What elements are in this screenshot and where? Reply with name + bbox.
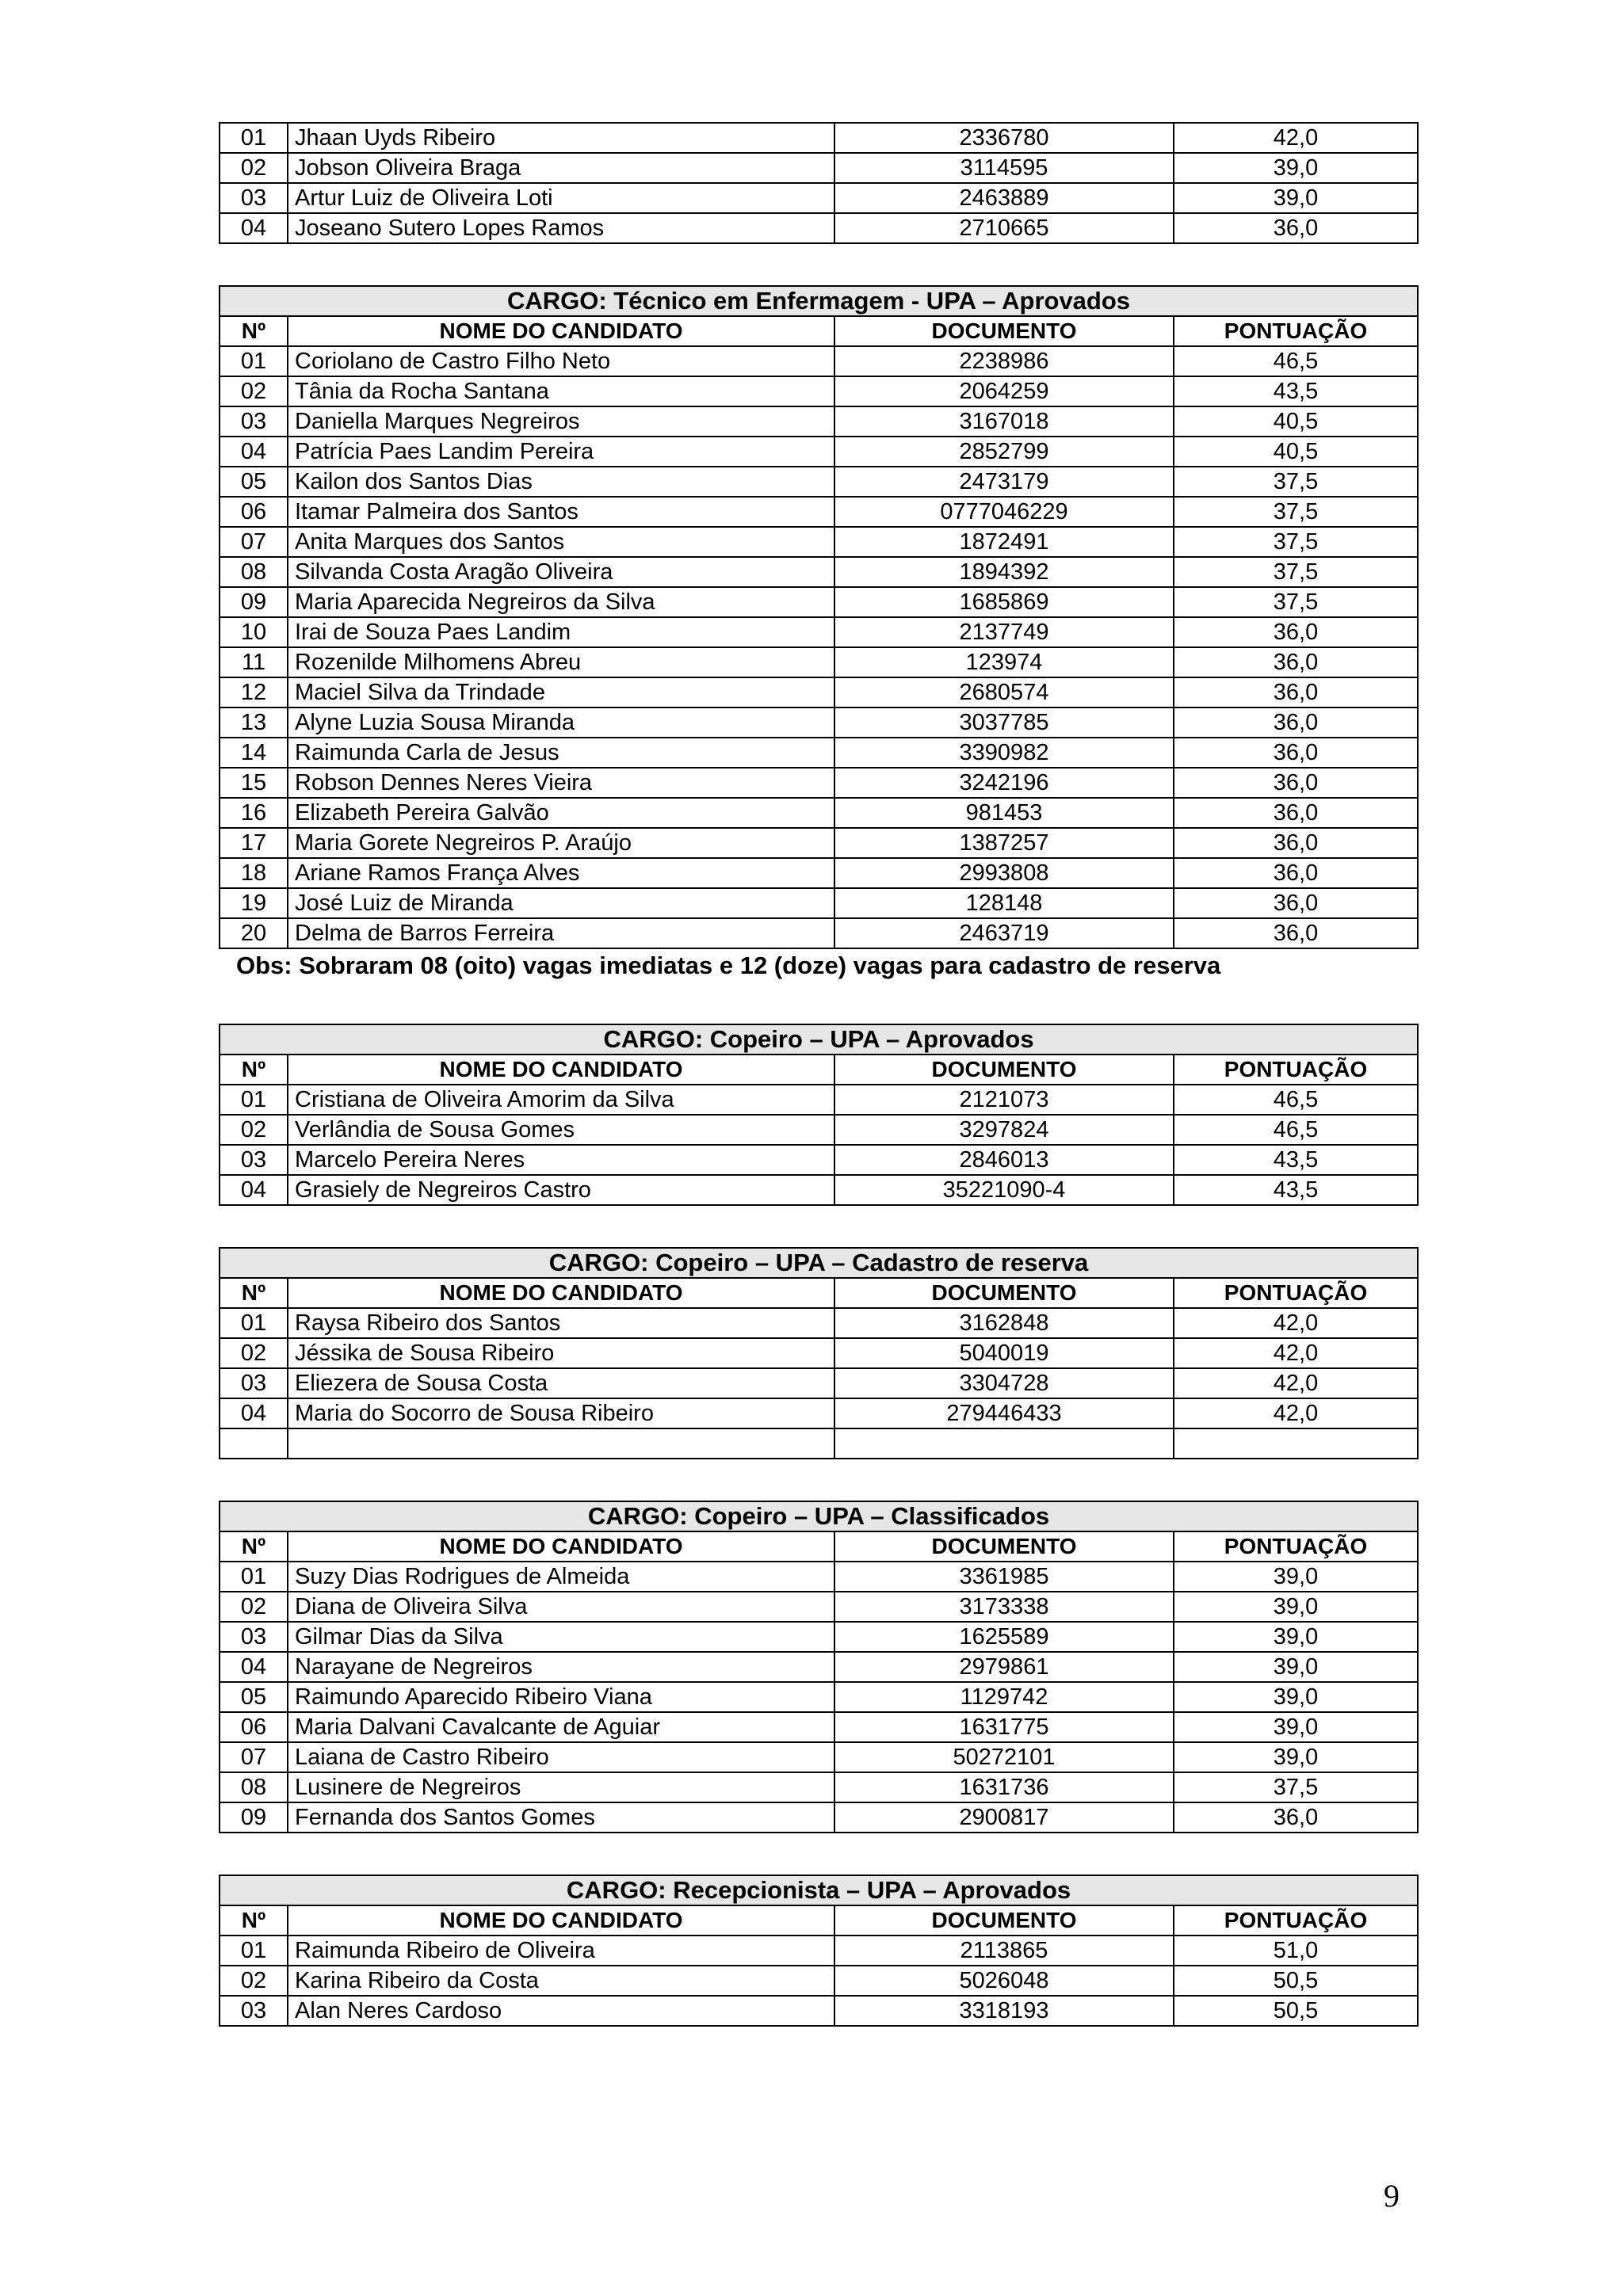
- table-row: [220, 677, 1418, 707]
- table-row: [220, 1742, 1418, 1772]
- col-header-num: Nº: [220, 1905, 288, 1936]
- col-header-pts: PONTUAÇÃO: [1174, 1055, 1418, 1085]
- table-row: [220, 888, 1418, 918]
- table-row: [220, 376, 1418, 406]
- table-row: [220, 1368, 1418, 1398]
- cell-number: 03: [220, 1622, 288, 1652]
- cell-candidate-name: Verlândia de Sousa Gomes: [288, 1115, 834, 1145]
- cell-number: 09: [220, 587, 288, 617]
- cell-candidate-name: Marcelo Pereira Neres: [288, 1145, 834, 1175]
- table-row: [220, 213, 1418, 243]
- cell-score: 37,5: [1174, 557, 1418, 587]
- cell-document: 1894392: [834, 557, 1174, 587]
- cell-score: 50,5: [1174, 1996, 1418, 2026]
- document-page: [219, 122, 1417, 2027]
- cell-number: 01: [220, 1308, 288, 1338]
- cell-document: 2473179: [834, 467, 1174, 497]
- cell-candidate-name: Suzy Dias Rodrigues de Almeida: [288, 1562, 834, 1592]
- spacer: [219, 982, 1417, 1024]
- cell-document: 1625589: [834, 1622, 1174, 1652]
- spacer: [219, 1206, 1417, 1247]
- cell-candidate-name: Silvanda Costa Aragão Oliveira: [288, 557, 834, 587]
- cell-number: 06: [220, 497, 288, 527]
- cell-candidate-name: Eliezera de Sousa Costa: [288, 1368, 834, 1398]
- cell-candidate-name: Joseano Sutero Lopes Ramos: [288, 213, 834, 243]
- cell-document: 2336780: [834, 123, 1174, 153]
- table-row: [220, 768, 1418, 798]
- cell-document: 3297824: [834, 1115, 1174, 1145]
- col-header-pts: PONTUAÇÃO: [1174, 1531, 1418, 1562]
- cell-document: 123974: [834, 647, 1174, 677]
- cell-document: 2680574: [834, 677, 1174, 707]
- cell-document: 3173338: [834, 1592, 1174, 1622]
- col-header-doc: DOCUMENTO: [834, 1531, 1174, 1562]
- cell-number: 02: [220, 1115, 288, 1145]
- cell-candidate-name: Itamar Palmeira dos Santos: [288, 497, 834, 527]
- table-row: [220, 828, 1418, 858]
- table-row: [220, 467, 1418, 497]
- cell-document: 981453: [834, 798, 1174, 828]
- table-row: [220, 1802, 1418, 1833]
- table-row: [220, 1622, 1418, 1652]
- cell-candidate-name: Anita Marques dos Santos: [288, 527, 834, 557]
- col-header-pts: PONTUAÇÃO: [1174, 1905, 1418, 1936]
- cell-score: 39,0: [1174, 1562, 1418, 1592]
- cell-candidate-name: Raysa Ribeiro dos Santos: [288, 1308, 834, 1338]
- cell-candidate-name: Alan Neres Cardoso: [288, 1996, 834, 2026]
- cell-number: 07: [220, 1742, 288, 1772]
- cell-candidate-name: Ariane Ramos França Alves: [288, 858, 834, 888]
- table-row: [220, 1996, 1418, 2026]
- cell-candidate-name: Alyne Luzia Sousa Miranda: [288, 707, 834, 738]
- spacer: [219, 244, 1417, 285]
- previous-table-continuation: [219, 122, 1419, 244]
- table-copeiro-aprovados: [219, 1024, 1419, 1206]
- col-header-name: NOME DO CANDIDATO: [288, 316, 834, 346]
- cell-candidate-name: Jobson Oliveira Braga: [288, 153, 834, 183]
- cell-number: 03: [220, 1368, 288, 1398]
- col-header-name: NOME DO CANDIDATO: [288, 1905, 834, 1936]
- col-header-num: Nº: [220, 1278, 288, 1308]
- cell-document: 3361985: [834, 1562, 1174, 1592]
- cell-score: 36,0: [1174, 738, 1418, 768]
- table-row: [220, 1652, 1418, 1682]
- cell-number: 07: [220, 527, 288, 557]
- table-row: [220, 707, 1418, 738]
- cell-document: 2900817: [834, 1802, 1174, 1833]
- observation-note: Obs: Sobraram 08 (oito) vagas imediatas e 12 (doze) vagas para cadastro de reserva: [236, 952, 1221, 979]
- cell-number: 06: [220, 1712, 288, 1742]
- cell-score: 39,0: [1174, 183, 1418, 213]
- cell-candidate-name: Raimunda Carla de Jesus: [288, 738, 834, 768]
- cell-candidate-name: Delma de Barros Ferreira: [288, 918, 834, 948]
- cell-candidate-name: Laiana de Castro Ribeiro: [288, 1742, 834, 1772]
- cell-score: 36,0: [1174, 1802, 1418, 1833]
- cell-candidate-name: Cristiana de Oliveira Amorim da Silva: [288, 1085, 834, 1115]
- cell-number: 19: [220, 888, 288, 918]
- col-header-num: Nº: [220, 1055, 288, 1085]
- cell-number: [220, 1428, 288, 1459]
- table-row: [220, 1428, 1418, 1459]
- table-row: [220, 1338, 1418, 1368]
- cell-candidate-name: Fernanda dos Santos Gomes: [288, 1802, 834, 1833]
- cell-document: 2238986: [834, 346, 1174, 376]
- cell-document: 1631775: [834, 1712, 1174, 1742]
- table-title: CARGO: Copeiro – UPA – Aprovados: [220, 1024, 1418, 1055]
- cell-document: 3167018: [834, 406, 1174, 437]
- cell-document: 1129742: [834, 1682, 1174, 1712]
- cell-candidate-name: Gilmar Dias da Silva: [288, 1622, 834, 1652]
- cell-number: 03: [220, 1145, 288, 1175]
- cell-candidate-name: Jéssika de Sousa Ribeiro: [288, 1338, 834, 1368]
- cell-number: 05: [220, 467, 288, 497]
- cell-number: 01: [220, 123, 288, 153]
- cell-score: 37,5: [1174, 527, 1418, 557]
- cell-candidate-name: José Luiz de Miranda: [288, 888, 834, 918]
- cell-document: 3114595: [834, 153, 1174, 183]
- table-row: [220, 406, 1418, 437]
- cell-score: 36,0: [1174, 918, 1418, 948]
- cell-number: 03: [220, 1996, 288, 2026]
- cell-score: 36,0: [1174, 888, 1418, 918]
- table-title: CARGO: Técnico em Enfermagem - UPA – Aprovados: [220, 286, 1418, 316]
- table-row: [220, 1308, 1418, 1338]
- cell-score: 36,0: [1174, 617, 1418, 647]
- cell-document: 3318193: [834, 1996, 1174, 2026]
- cell-candidate-name: Jhaan Uyds Ribeiro: [288, 123, 834, 153]
- cell-document: 2846013: [834, 1145, 1174, 1175]
- table-row: [220, 1145, 1418, 1175]
- cell-number: 09: [220, 1802, 288, 1833]
- cell-candidate-name: Coriolano de Castro Filho Neto: [288, 346, 834, 376]
- cell-document: 2993808: [834, 858, 1174, 888]
- cell-score: 42,0: [1174, 1338, 1418, 1368]
- cell-candidate-name: Maria do Socorro de Sousa Ribeiro: [288, 1398, 834, 1428]
- cell-candidate-name: Maria Gorete Negreiros P. Araújo: [288, 828, 834, 858]
- cell-number: 15: [220, 768, 288, 798]
- cell-document: 2710665: [834, 213, 1174, 243]
- cell-number: 08: [220, 1772, 288, 1802]
- col-header-doc: DOCUMENTO: [834, 1905, 1174, 1936]
- cell-candidate-name: Raimunda Ribeiro de Oliveira: [288, 1936, 834, 1966]
- cell-document: 2979861: [834, 1652, 1174, 1682]
- table-row: [220, 858, 1418, 888]
- cell-number: 01: [220, 346, 288, 376]
- cell-document: 0777046229: [834, 497, 1174, 527]
- cell-number: 13: [220, 707, 288, 738]
- table-row: [220, 798, 1418, 828]
- cell-document: 2137749: [834, 617, 1174, 647]
- cell-score: 42,0: [1174, 1398, 1418, 1428]
- cell-document: 35221090-4: [834, 1175, 1174, 1205]
- cell-score: 37,5: [1174, 587, 1418, 617]
- cell-score: 39,0: [1174, 1742, 1418, 1772]
- cell-number: 04: [220, 1175, 288, 1205]
- table-row: [220, 1592, 1418, 1622]
- table-row: [220, 1772, 1418, 1802]
- col-header-doc: DOCUMENTO: [834, 316, 1174, 346]
- table-copeiro-cadastro-reserva: [219, 1247, 1419, 1459]
- cell-number: 12: [220, 677, 288, 707]
- cell-score: 42,0: [1174, 123, 1418, 153]
- cell-score: 42,0: [1174, 1308, 1418, 1338]
- cell-candidate-name: Raimundo Aparecido Ribeiro Viana: [288, 1682, 834, 1712]
- table-row: [220, 437, 1418, 467]
- cell-number: 10: [220, 617, 288, 647]
- col-header-doc: DOCUMENTO: [834, 1055, 1174, 1085]
- cell-score: 43,5: [1174, 1145, 1418, 1175]
- page-number: 9: [1384, 2178, 1400, 2214]
- cell-score: 36,0: [1174, 768, 1418, 798]
- cell-candidate-name: Kailon dos Santos Dias: [288, 467, 834, 497]
- cell-document: 2064259: [834, 376, 1174, 406]
- cell-score: 37,5: [1174, 497, 1418, 527]
- cell-candidate-name: Tânia da Rocha Santana: [288, 376, 834, 406]
- table-row: [220, 497, 1418, 527]
- cell-candidate-name: Diana de Oliveira Silva: [288, 1592, 834, 1622]
- cell-candidate-name: Patrícia Paes Landim Pereira: [288, 437, 834, 467]
- cell-score: 36,0: [1174, 647, 1418, 677]
- cell-score: 43,5: [1174, 1175, 1418, 1205]
- cell-number: 05: [220, 1682, 288, 1712]
- cell-score: 36,0: [1174, 213, 1418, 243]
- table-row: [220, 183, 1418, 213]
- cell-number: 02: [220, 1592, 288, 1622]
- cell-candidate-name: Rozenilde Milhomens Abreu: [288, 647, 834, 677]
- cell-document: 50272101: [834, 1742, 1174, 1772]
- cell-candidate-name: Robson Dennes Neres Vieira: [288, 768, 834, 798]
- cell-document: 2463889: [834, 183, 1174, 213]
- table-recepcionista-aprovados: [219, 1875, 1419, 2027]
- table-copeiro-classificados: [219, 1501, 1419, 1833]
- cell-score: 39,0: [1174, 1622, 1418, 1652]
- cell-number: 02: [220, 153, 288, 183]
- cell-number: 02: [220, 376, 288, 406]
- cell-number: 16: [220, 798, 288, 828]
- table-row: [220, 557, 1418, 587]
- table-row: [220, 1682, 1418, 1712]
- cell-candidate-name: Maciel Silva da Trindade: [288, 677, 834, 707]
- cell-candidate-name: Artur Luiz de Oliveira Loti: [288, 183, 834, 213]
- cell-score: 39,0: [1174, 1652, 1418, 1682]
- table-title: CARGO: Recepcionista – UPA – Aprovados: [220, 1875, 1418, 1905]
- cell-document: [834, 1428, 1174, 1459]
- cell-number: 04: [220, 213, 288, 243]
- table-row: [220, 1398, 1418, 1428]
- cell-score: 51,0: [1174, 1936, 1418, 1966]
- table-row: [220, 527, 1418, 557]
- cell-document: 1631736: [834, 1772, 1174, 1802]
- cell-document: 2852799: [834, 437, 1174, 467]
- cell-number: 02: [220, 1338, 288, 1368]
- cell-document: 2121073: [834, 1085, 1174, 1115]
- cell-number: 04: [220, 437, 288, 467]
- table-row: [220, 346, 1418, 376]
- cell-number: 14: [220, 738, 288, 768]
- cell-score: 36,0: [1174, 858, 1418, 888]
- cell-number: 03: [220, 406, 288, 437]
- cell-score: 46,5: [1174, 1115, 1418, 1145]
- cell-document: 3242196: [834, 768, 1174, 798]
- cell-candidate-name: Maria Dalvani Cavalcante de Aguiar: [288, 1712, 834, 1742]
- cell-document: 1685869: [834, 587, 1174, 617]
- cell-number: 04: [220, 1398, 288, 1428]
- cell-document: 3390982: [834, 738, 1174, 768]
- table-row: [220, 647, 1418, 677]
- table-row: [220, 1085, 1418, 1115]
- cell-number: 01: [220, 1936, 288, 1966]
- cell-document: 2463719: [834, 918, 1174, 948]
- cell-score: 40,5: [1174, 406, 1418, 437]
- col-header-pts: PONTUAÇÃO: [1174, 1278, 1418, 1308]
- cell-score: 46,5: [1174, 346, 1418, 376]
- col-header-num: Nº: [220, 1531, 288, 1562]
- cell-document: 1387257: [834, 828, 1174, 858]
- table-row: [220, 153, 1418, 183]
- col-header-name: NOME DO CANDIDATO: [288, 1531, 834, 1562]
- cell-score: 36,0: [1174, 677, 1418, 707]
- cell-score: 43,5: [1174, 376, 1418, 406]
- cell-score: 39,0: [1174, 153, 1418, 183]
- table-row: [220, 1562, 1418, 1592]
- cell-document: 128148: [834, 888, 1174, 918]
- table-row: [220, 918, 1418, 948]
- table-tecnico-enfermagem-aprovados: [219, 285, 1419, 949]
- cell-document: 3304728: [834, 1368, 1174, 1398]
- cell-document: 2113865: [834, 1936, 1174, 1966]
- cell-score: 42,0: [1174, 1368, 1418, 1398]
- cell-document: 279446433: [834, 1398, 1174, 1428]
- col-header-doc: DOCUMENTO: [834, 1278, 1174, 1308]
- cell-candidate-name: Lusinere de Negreiros: [288, 1772, 834, 1802]
- cell-score: 50,5: [1174, 1966, 1418, 1996]
- cell-score: 37,5: [1174, 467, 1418, 497]
- cell-candidate-name: Maria Aparecida Negreiros da Silva: [288, 587, 834, 617]
- cell-number: 04: [220, 1652, 288, 1682]
- col-header-num: Nº: [220, 316, 288, 346]
- cell-score: 39,0: [1174, 1592, 1418, 1622]
- cell-number: 01: [220, 1562, 288, 1592]
- cell-score: 36,0: [1174, 707, 1418, 738]
- cell-score: 39,0: [1174, 1712, 1418, 1742]
- spacer: [219, 1833, 1417, 1875]
- table-row: [220, 1712, 1418, 1742]
- table-row: [220, 1175, 1418, 1205]
- cell-score: 36,0: [1174, 828, 1418, 858]
- table-row: [220, 587, 1418, 617]
- cell-candidate-name: Elizabeth Pereira Galvão: [288, 798, 834, 828]
- col-header-pts: PONTUAÇÃO: [1174, 316, 1418, 346]
- cell-number: 17: [220, 828, 288, 858]
- cell-number: 20: [220, 918, 288, 948]
- cell-document: 1872491: [834, 527, 1174, 557]
- cell-number: 18: [220, 858, 288, 888]
- spacer: [219, 1459, 1417, 1501]
- cell-candidate-name: Grasiely de Negreiros Castro: [288, 1175, 834, 1205]
- table-row: [220, 617, 1418, 647]
- cell-candidate-name: Irai de Souza Paes Landim: [288, 617, 834, 647]
- cell-score: 40,5: [1174, 437, 1418, 467]
- cell-number: 08: [220, 557, 288, 587]
- table-row: [220, 738, 1418, 768]
- cell-score: 37,5: [1174, 1772, 1418, 1802]
- cell-candidate-name: Daniella Marques Negreiros: [288, 406, 834, 437]
- table-row: [220, 1966, 1418, 1996]
- cell-document: 5026048: [834, 1966, 1174, 1996]
- cell-score: 46,5: [1174, 1085, 1418, 1115]
- table-title: CARGO: Copeiro – UPA – Cadastro de reserva: [220, 1248, 1418, 1278]
- cell-score: [1174, 1428, 1418, 1459]
- cell-document: 5040019: [834, 1338, 1174, 1368]
- cell-number: 02: [220, 1966, 288, 1996]
- col-header-name: NOME DO CANDIDATO: [288, 1055, 834, 1085]
- cell-number: 11: [220, 647, 288, 677]
- cell-candidate-name: Narayane de Negreiros: [288, 1652, 834, 1682]
- table-row: [220, 123, 1418, 153]
- table-row: [220, 1936, 1418, 1966]
- col-header-name: NOME DO CANDIDATO: [288, 1278, 834, 1308]
- cell-document: 3162848: [834, 1308, 1174, 1338]
- table-row: [220, 1115, 1418, 1145]
- cell-score: 39,0: [1174, 1682, 1418, 1712]
- table-title: CARGO: Copeiro – UPA – Classificados: [220, 1501, 1418, 1531]
- cell-candidate-name: Karina Ribeiro da Costa: [288, 1966, 834, 1996]
- cell-number: 03: [220, 183, 288, 213]
- cell-candidate-name: [288, 1428, 834, 1459]
- cell-number: 01: [220, 1085, 288, 1115]
- cell-score: 36,0: [1174, 798, 1418, 828]
- cell-document: 3037785: [834, 707, 1174, 738]
